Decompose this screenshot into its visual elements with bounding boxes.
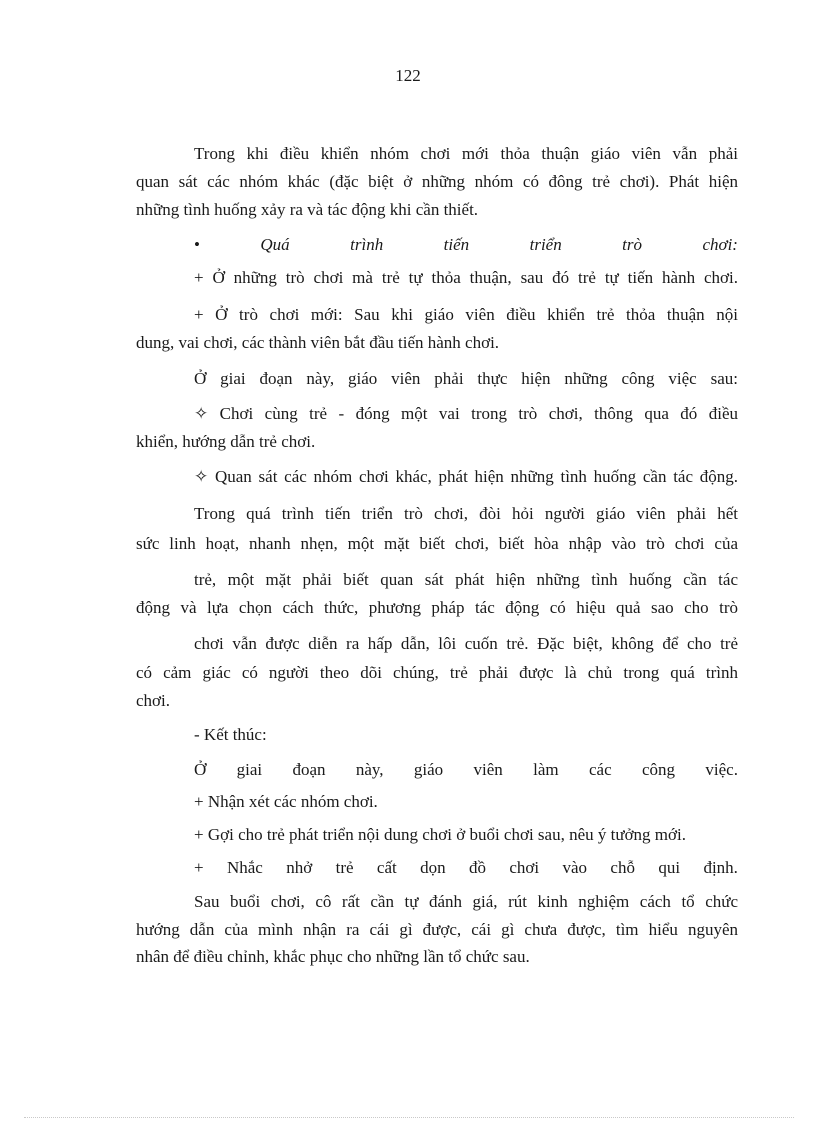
text-line: có cảm giác có người theo dõi chúng, trẻ phải được là chủ trong quá trình — [136, 663, 738, 682]
heading-word: trình — [350, 235, 384, 254]
heading-word: triển — [529, 235, 562, 254]
text-line: Sau buổi chơi, cô rất cần tự đánh giá, rút kinh nghiệm cách tổ chức — [194, 892, 738, 911]
word: giai — [236, 760, 263, 779]
section-heading: - Kết thúc: — [194, 725, 267, 744]
word: làm — [533, 760, 559, 779]
text-line: Trong khi điều khiển nhóm chơi mới thỏa thuận giáo viên vẫn phải — [194, 144, 738, 163]
word: Ở — [194, 760, 207, 779]
text-line: trẻ, một mặt phải biết quan sát phát hiện những tình huống cần tác — [194, 570, 738, 589]
word: trẻ — [335, 858, 354, 877]
heading-word: tiến — [443, 235, 470, 254]
word: đoạn — [292, 760, 326, 779]
word: viên — [473, 760, 503, 779]
text-line: + Ở những trò chơi mà trẻ tự thỏa thuận, sau đó trẻ tự tiến hành chơi. — [194, 268, 738, 287]
text-line: dung, vai chơi, các thành viên bắt đầu tiến hành chơi. — [136, 333, 500, 352]
word: vào — [562, 858, 588, 877]
word: các — [589, 760, 612, 779]
word: này, — [355, 760, 384, 779]
page-bottom-border — [24, 1117, 794, 1118]
heading-word: trò — [622, 235, 643, 254]
bullet-icon: • — [194, 235, 200, 254]
heading-word: Quá — [260, 235, 290, 254]
text-line: + Gợi cho trẻ phát triển nội dung chơi ở buổi chơi sau, nêu ý tưởng mới. — [194, 825, 686, 844]
text-line: sức linh hoạt, nhanh nhẹn, một mặt biết chơi, biết hòa nhập vào trò chơi của — [136, 534, 738, 553]
heading-word: chơi: — [702, 235, 738, 254]
text-line: hướng dẫn của mình nhận ra cái gì được, cái gì chưa được, tìm hiểu nguyên — [136, 920, 738, 939]
text-line: Ở giai đoạn này, giáo viên phải thực hiện những công việc sau: — [194, 369, 738, 388]
text-line: khiển, hướng dẫn trẻ chơi. — [136, 432, 316, 451]
word: Nhắc — [226, 858, 263, 877]
word: giáo — [413, 760, 444, 779]
word: chỗ — [610, 858, 635, 877]
word: + — [194, 858, 204, 877]
word: đồ — [468, 858, 486, 877]
text-line: động và lựa chọn cách thức, phương pháp tác động có hiệu quả sao cho trò — [136, 598, 738, 617]
text-line: + Nhận xét các nhóm chơi. — [194, 792, 378, 811]
word: công — [641, 760, 676, 779]
page-number: 122 — [395, 66, 421, 85]
text-line: + Ở trò chơi mới: Sau khi giáo viên điều khiển trẻ thỏa thuận nội — [194, 305, 738, 324]
text-line: những tình huống xảy ra và tác động khi cần thiết. — [136, 200, 479, 219]
text-line — [194, 857, 738, 879]
text-line: chơi vẫn được diễn ra hấp dẫn, lôi cuốn trẻ. Đặc biệt, không để cho trẻ — [194, 634, 738, 653]
text-line: nhân để điều chỉnh, khắc phục cho những lần tổ chức sau. — [136, 947, 530, 966]
bullet-heading — [194, 234, 738, 256]
word: định. — [703, 858, 738, 877]
text-line: ✧ Quan sát các nhóm chơi khác, phát hiện những tình huống cần tác động. — [194, 467, 738, 486]
text-line: quan sát các nhóm khác (đặc biệt ở những nhóm có đông trẻ chơi). Phát hiện — [136, 172, 738, 191]
word: chơi — [509, 858, 540, 877]
text-line: chơi. — [136, 691, 171, 710]
word: dọn — [420, 858, 446, 877]
word: việc. — [705, 760, 738, 779]
word: cất — [376, 858, 397, 877]
word: nhở — [286, 858, 313, 877]
text-line — [194, 759, 738, 781]
text-line: Trong quá trình tiến triển trò chơi, đòi hỏi người giáo viên phải hết — [194, 504, 738, 523]
word: qui — [658, 858, 681, 877]
text-line: ✧ Chơi cùng trẻ - đóng một vai trong trò chơi, thông qua đó điều — [194, 404, 738, 423]
